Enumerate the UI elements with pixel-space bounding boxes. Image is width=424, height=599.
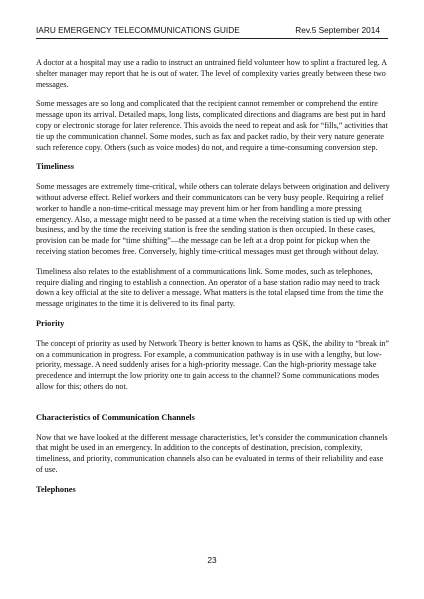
paragraph-communication-channels: Now that we have looked at the different message characteristics, let’s consider the communication channels that might be used in an emergency. In addition to the concepts of destination, precision, complexity, timeliness, and priority, communication channels also can be evaluated in terms of their reliability and ease of use. xyxy=(36,432,388,474)
header-divider xyxy=(36,38,388,39)
running-header xyxy=(36,25,388,35)
header-title: IARU EMERGENCY TELECOMMUNICATIONS GUIDE xyxy=(36,25,240,35)
header-revision: Rev.5 September 2014 xyxy=(295,25,380,35)
paragraph-complexity-detail: Some messages are so long and complicated that the recipient cannot remember or comprehend the entire message upon its arrival. Detailed maps, long lists, complicated directions and diagrams are best put in hard copy or electronic storage for later reference. This avoids the need to repeat and ask for “fills,” activities that tie up the communication channel. Some modes, such as fax and packet radio, by their very nature generate such reference copy. Others (such as voice modes) do not, and require a time-consuming conversion step. xyxy=(36,99,388,152)
heading-priority: Priority xyxy=(36,318,65,328)
paragraph-timeliness-link: Timeliness also relates to the establishment of a communications link. Some modes, such as telephones, require dialing and ringing to establish a connection. An operator of a base station radio may need to track down a key official at the site to deliver a message. What matters is the total elapsed time from the time the message originates to the time it is delivered to its final party. xyxy=(36,266,384,309)
paragraph-complexity-example: A doctor at a hospital may use a radio to instruct an untrained field volunteer how to splint a fractured leg. A shelter manager may report that he is out of water. The level of complexity varies greatly between these two messages. xyxy=(36,58,387,89)
document-body xyxy=(36,58,391,505)
page-number: 23 xyxy=(207,555,217,565)
paragraph-timeliness: Some messages are extremely time-critical, while others can tolerate delays between origination and delivery without adverse effect. Relief workers and their communicators can be very busy people. Requiring a relief worker to handle a non-time-critical message may prevent him or her from handling a more pressing emergency. Also, a message might need to be passed at a time when the receiving station is tied up with other business, and by the time the receiving station is free the sending station is then occupied. In these cases, provision can be made for “time shifting”—the message can be left at a drop point for pickup when the receiving station becomes free. Conversely, highly time-critical messages must get through without delay. xyxy=(36,182,391,256)
paragraph-priority: The concept of priority as used by Network Theory is better known to hams as QSK, the ability to “break in” on a communication in progress. For example, a communication pathway is in use with a lengthy, but low-priority, message. A need suddenly arises for a high-priority message. Can the high-priority message take precedence and interrupt the low priority one to gain access to the channel? Some communications modes allow for this; others do not. xyxy=(36,338,389,391)
heading-timeliness: Timeliness xyxy=(36,162,75,172)
heading-communication-channels: Characteristics of Communication Channels xyxy=(36,412,195,422)
heading-telephones: Telephones xyxy=(36,484,76,494)
